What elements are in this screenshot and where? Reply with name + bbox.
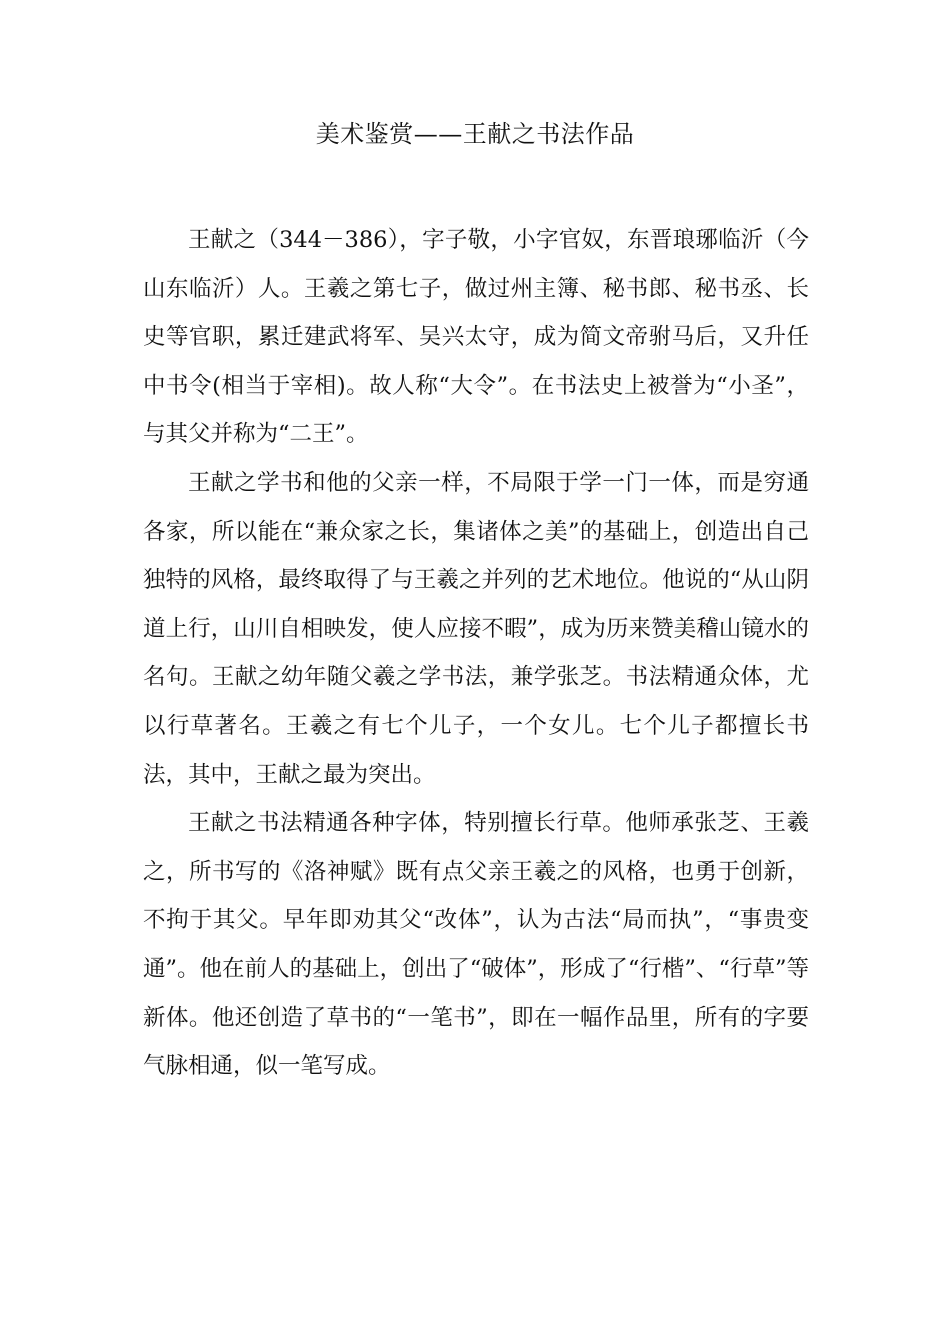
document-title: 美术鉴赏——王献之书法作品 [315,120,635,148]
paragraph-learning: 王献之学书和他的父亲一样，不局限于学一门一体，而是穷通各家，所以能在“兼众家之长，集诸体之美”的基础上，创造出自己独特的风格，最终取得了与王羲之并列的艺术地位。他说的“从山阴道上行，山川自相映发，使人应接不暇”，成为历来赞美稽山镜水的名句。王献之幼年随父羲之学书法，兼学张芝。书法精通众体，尤以行草著名。王羲之有七个儿子，一个女儿。七个儿子都擅长书法，其中，王献之最为突出。 [143,469,809,788]
document-body [143,216,809,1091]
paragraph-biography: 王献之（344－386），字子敬，小字官奴，东晋琅琊临沂（今山东临沂）人。王羲之第七子，做过州主簿、秘书郎、秘书丞、长史等官职，累迁建武将军、吴兴太守，成为简文帝驸马后，又升任中书令(相当于宰相)。故人称“大令”。在书法史上被誉为“小圣”，与其父并称为“二王”。 [143,227,809,448]
paragraph-innovation: 王献之书法精通各种字体，特别擅长行草。他师承张芝、王羲之，所书写的《洛神赋》既有点父亲王羲之的风格，也勇于创新，不拘于其父。早年即劝其父“改体”，认为古法“局而执”，“事贵变通”。他在前人的基础上，创出了“破体”，形成了“行楷”、“行草”等新体。他还创造了草书的“一笔书”，即在一幅作品里，所有的字要气脉相通，似一笔写成。 [143,810,809,1080]
